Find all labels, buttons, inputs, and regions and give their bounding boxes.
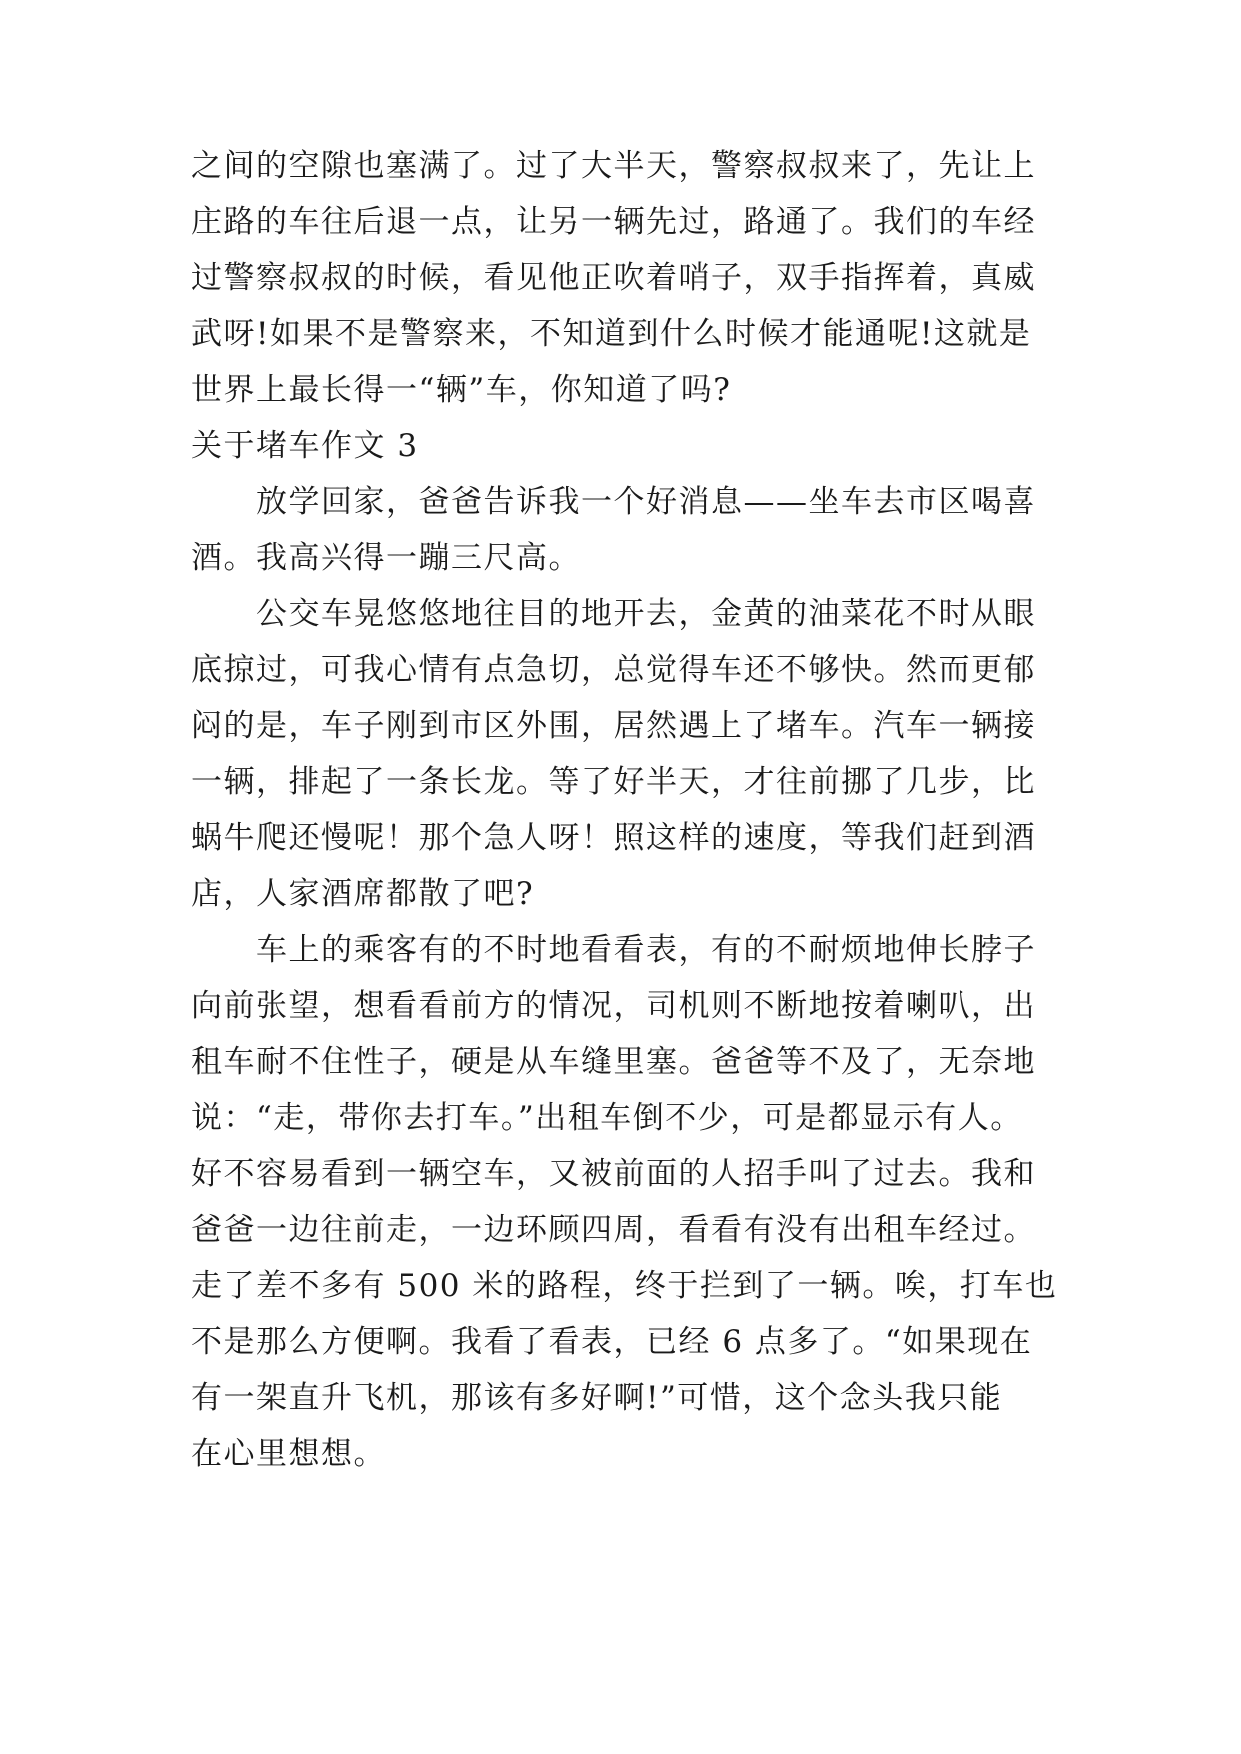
text-line: 爸爸一边往前走，一边环顾四周，看看有没有出租车经过。 [191,1212,1036,1248]
text-line: 底掠过，可我心情有点急切，总觉得车还不够快。然而更郁 [191,652,1036,688]
text-line: 向前张望，想看看前方的情况，司机则不断地按着喇叭，出 [191,988,1036,1024]
text-line: 一辆，排起了一条长龙。等了好半天，才往前挪了几步，比 [191,764,1036,800]
text-line: 蜗牛爬还慢呢！那个急人呀！照这样的速度，等我们赶到酒 [191,820,1036,856]
text-line: 在心里想想。 [191,1436,386,1472]
section-heading: 关于堵车作文 3 [191,428,419,464]
text-line: 武呀!如果不是警察来，不知道到什么时候才能通呢!这就是 [191,316,1032,352]
text-line: 庄路的车往后退一点，让另一辆先过，路通了。我们的车经 [191,204,1036,240]
text-line: 店，人家酒席都散了吧? [191,876,535,912]
text-line: 走了差不多有 500 米的路程，终于拦到了一辆。唉，打车也 [191,1268,1058,1304]
paragraph-first-line: 车上的乘客有的不时地看看表，有的不耐烦地伸长脖子 [256,932,1036,968]
paragraph-first-line: 放学回家，爸爸告诉我一个好消息——坐车去市区喝喜 [256,484,1036,520]
text-line: 有一架直升飞机，那该有多好啊!”可惜，这个念头我只能 [191,1380,1003,1416]
text-line: 租车耐不住性子，硬是从车缝里塞。爸爸等不及了，无奈地 [191,1044,1036,1080]
text-line: 之间的空隙也塞满了。过了大半天，警察叔叔来了，先让上 [191,148,1036,184]
text-line: 酒。我高兴得一蹦三尺高。 [191,540,581,576]
paragraph-first-line: 公交车晃悠悠地往目的地开去，金黄的油菜花不时从眼 [256,596,1036,632]
text-line: 闷的是，车子刚到市区外围，居然遇上了堵车。汽车一辆接 [191,708,1036,744]
text-line: 好不容易看到一辆空车，又被前面的人招手叫了过去。我和 [191,1156,1036,1192]
text-line: 说：“走，带你去打车。”出租车倒不少，可是都显示有人。 [191,1100,1023,1136]
text-line: 过警察叔叔的时候，看见他正吹着哨子，双手指挥着，真威 [191,260,1036,296]
text-line: 世界上最长得一“辆”车，你知道了吗? [191,372,732,408]
text-line: 不是那么方便啊。我看了看表，已经 6 点多了。“如果现在 [191,1324,1033,1360]
